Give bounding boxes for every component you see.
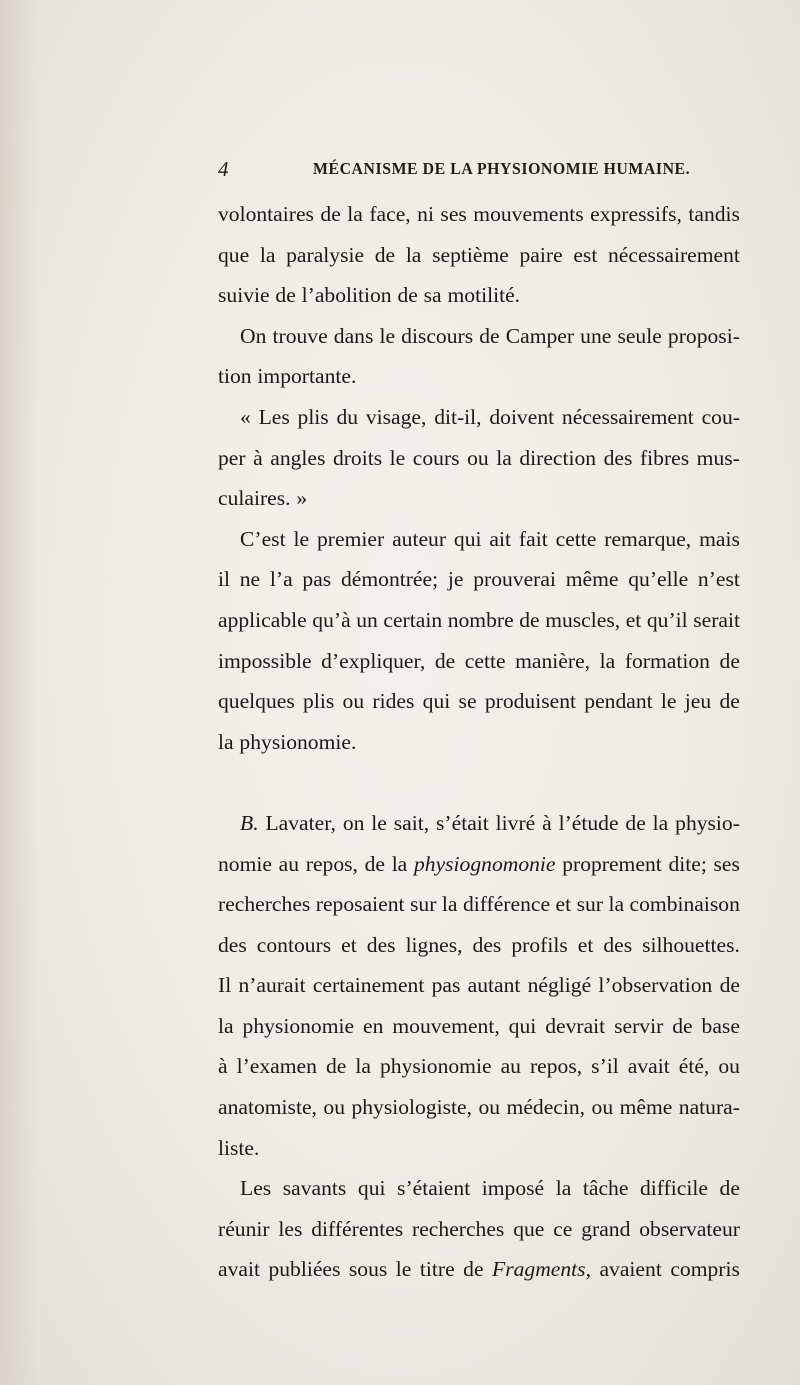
- text-line: tion importante.: [218, 364, 357, 389]
- section-gap: [218, 762, 740, 803]
- text-line: Il n’aurait certainement pas autant négligé l’observation de: [218, 973, 740, 998]
- text-line: suivie de l’abolition de sa motilité.: [218, 283, 521, 308]
- text-line: la physionomie.: [218, 729, 357, 754]
- text-line: des contours et des lignes, des profils et des silhouettes.: [218, 932, 740, 957]
- text-line: « Les plis du visage, dit-il, doivent nécessairement cou-: [240, 404, 740, 429]
- text-line: il ne l’a pas démontrée; je prouverai même qu’elle n’est: [218, 567, 740, 592]
- text-line: anatomiste, ou physiologiste, ou médecin, ou même natura-: [218, 1095, 740, 1120]
- page-number: 4: [218, 157, 229, 181]
- text-line: à l’examen de la physionomie au repos, s’il avait été, ou: [218, 1054, 740, 1079]
- text-line: réunir les différentes recherches que ce grand observateur: [218, 1216, 740, 1241]
- text-line: B. Lavater, on le sait, s’était livré à l’étude de la physio-: [240, 810, 740, 835]
- text-line: Les savants qui s’étaient imposé la tâche difficile de: [240, 1176, 740, 1201]
- text-line: avait publiées sous le titre de Fragments, avaient compris: [218, 1257, 740, 1282]
- body-text: [218, 194, 740, 1290]
- text-line: volontaires de la face, ni ses mouvements expressifs, tandis: [218, 202, 740, 226]
- text-line: recherches reposaient sur la différence et sur la combinaison: [218, 892, 740, 917]
- text-line: On trouve dans le discours de Camper une seule proposi-: [240, 323, 740, 348]
- text-line: la physionomie en mouvement, qui devrait servir de base: [218, 1013, 740, 1038]
- text-line: que la paralysie de la septième paire est nécessairement: [218, 242, 740, 267]
- text-line: C’est le premier auteur qui ait fait cette remarque, mais: [240, 526, 740, 551]
- text-line: culaires. »: [218, 486, 308, 511]
- running-title: MÉCANISME DE LA PHYSIONOMIE HUMAINE.: [313, 159, 691, 178]
- text-line: quelques plis ou rides qui se produisent pendant le jeu de: [218, 689, 740, 714]
- running-head: [218, 157, 738, 183]
- text-line: impossible d’expliquer, de cette manière, la formation de: [218, 648, 740, 673]
- text-line: per à angles droits le cours ou la direction des fibres mus-: [218, 445, 740, 470]
- text-line: nomie au repos, de la physiognomonie proprement dite; ses: [218, 851, 740, 876]
- text-line: liste.: [218, 1135, 260, 1160]
- text-line: applicable qu’à un certain nombre de muscles, et qu’il serait: [218, 607, 740, 632]
